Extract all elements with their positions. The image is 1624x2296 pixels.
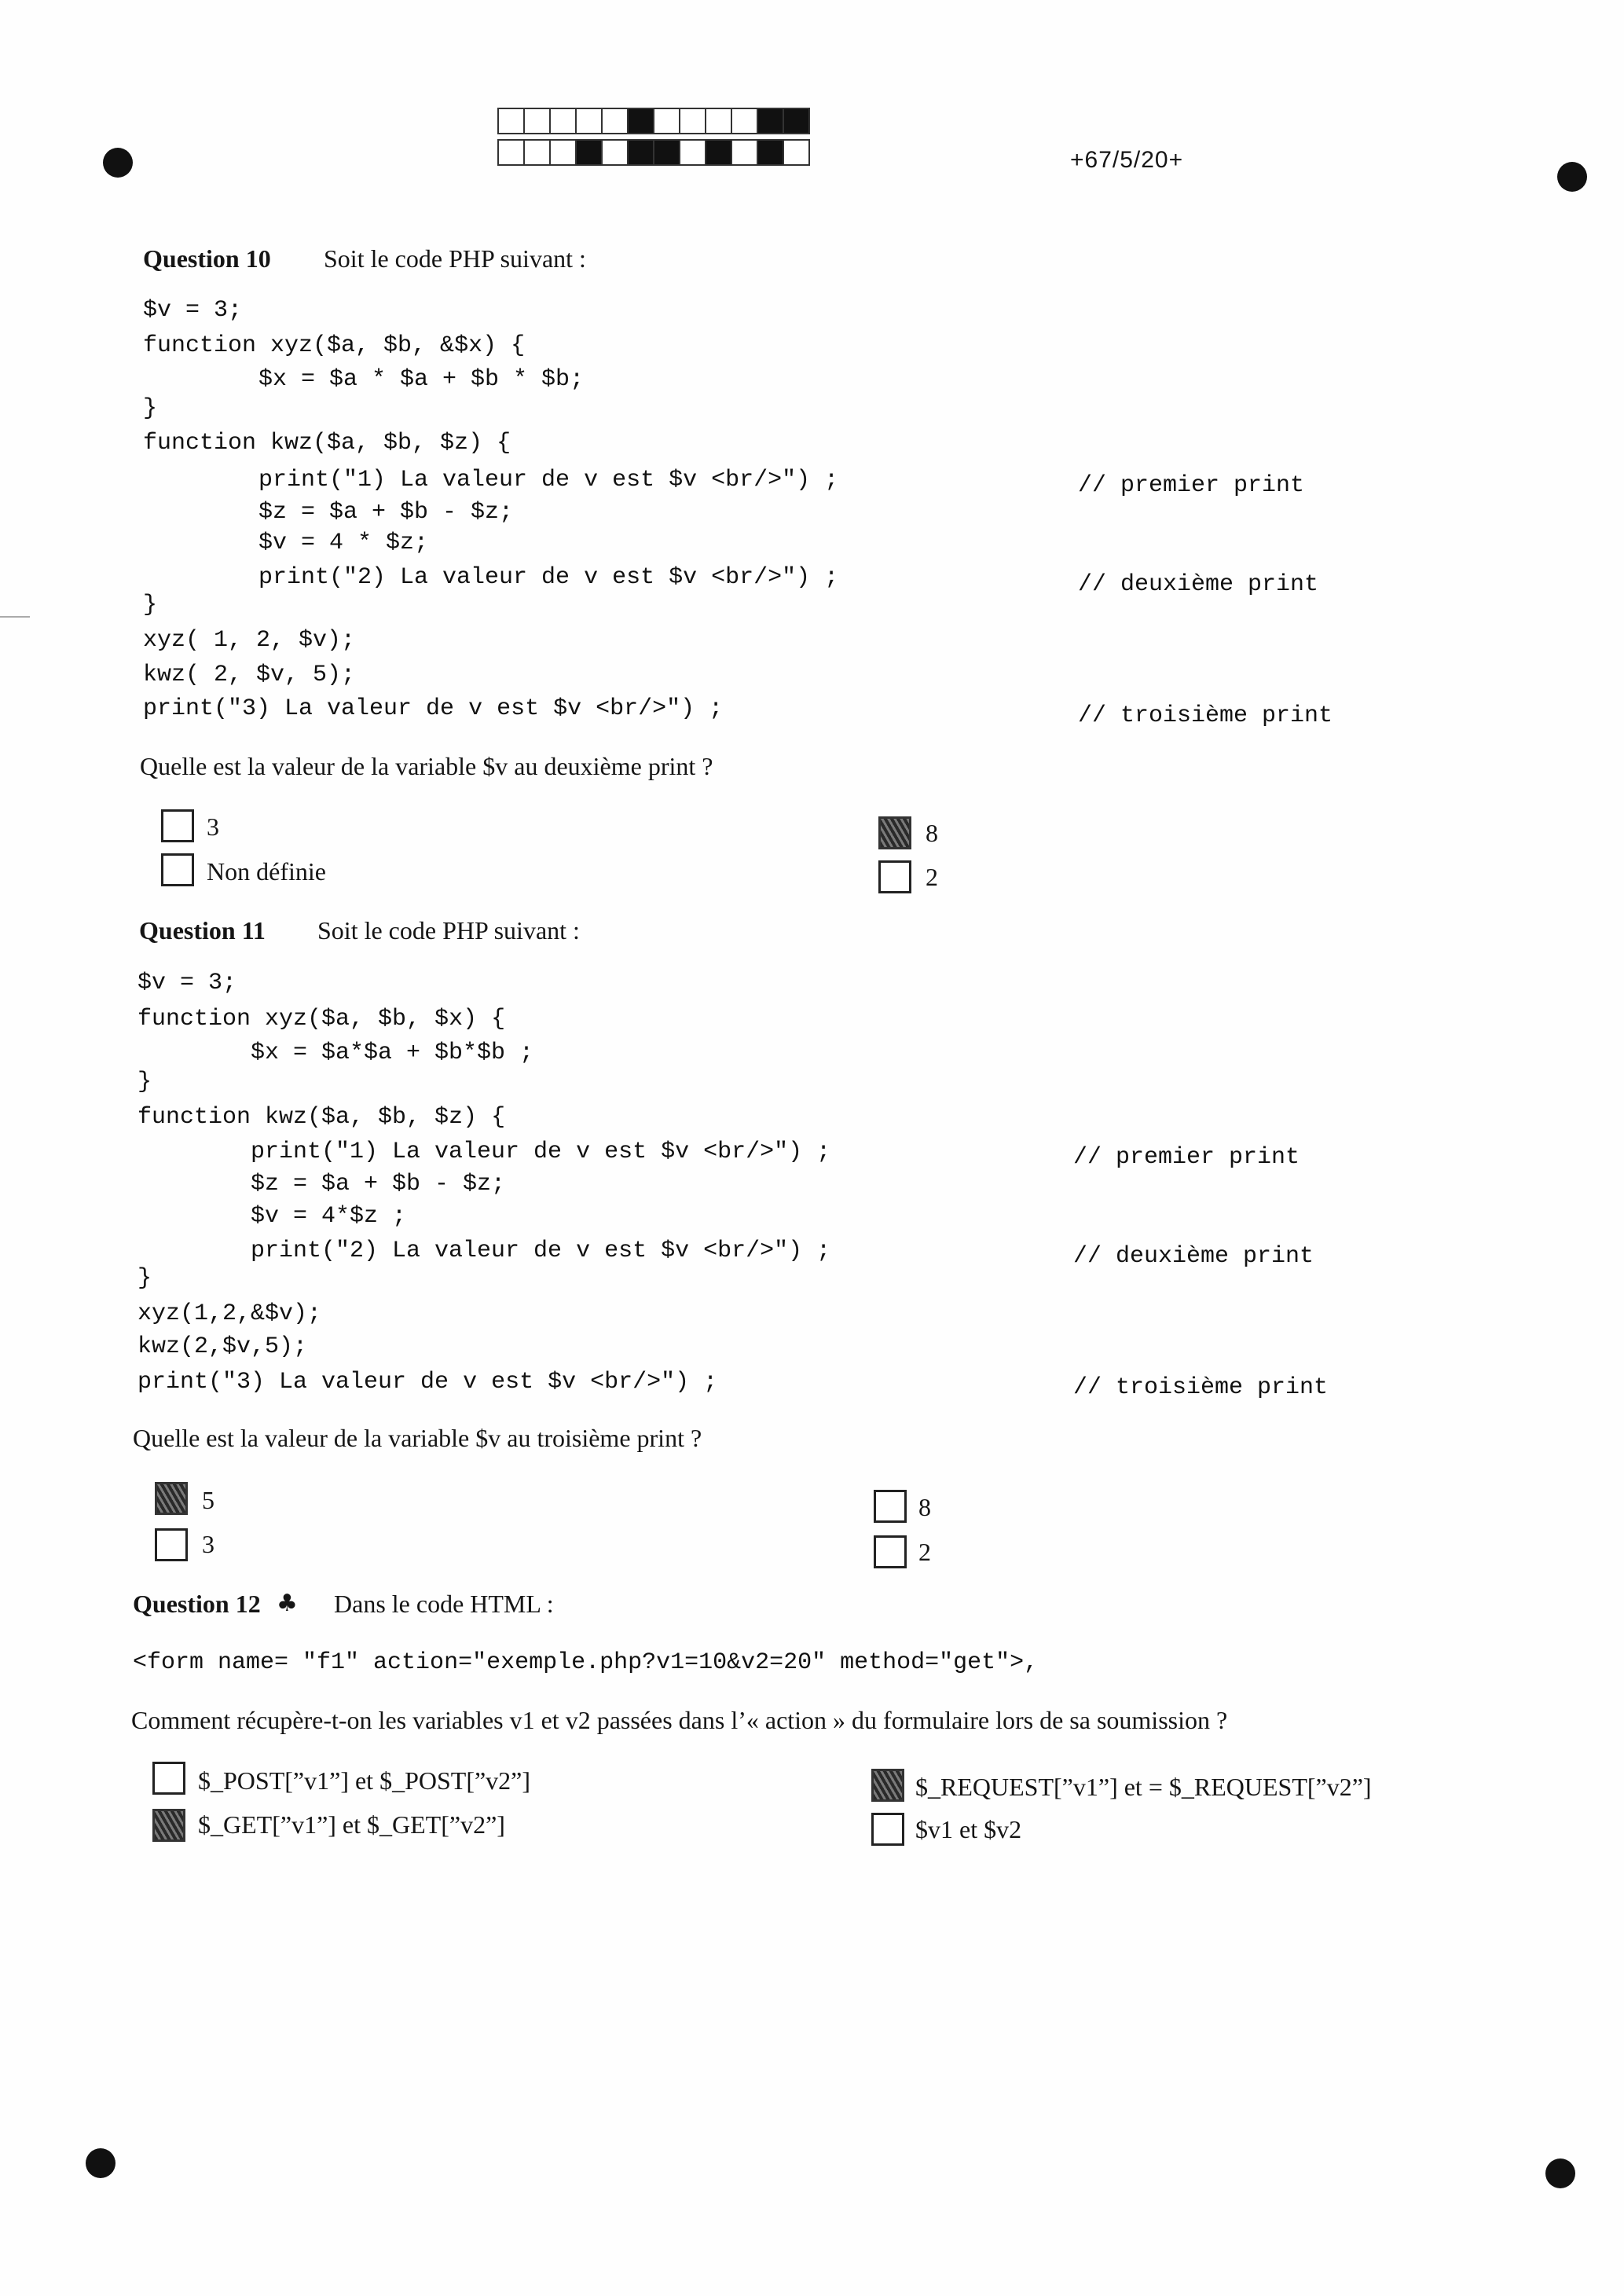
code-line: } <box>143 395 158 422</box>
code-line: function xyz($a, $b, &$x) { <box>143 332 526 359</box>
code-line: function xyz($a, $b, $x) { <box>137 1006 506 1032</box>
answer-label: $_REQUEST[”v1”] et = $_REQUEST[”v2”] <box>915 1773 1372 1801</box>
barcode-cell <box>627 139 654 166</box>
code-line: $v = 4*$z ; <box>251 1203 407 1230</box>
code-line: kwz( 2, $v, 5); <box>143 662 356 688</box>
code-line: print("1) La valeur de v est $v <br/>") ; <box>251 1139 831 1165</box>
answer-checkbox <box>874 1535 907 1568</box>
barcode-cell <box>575 139 603 166</box>
code-line: print("3) La valeur de v est $v <br/>") ; <box>143 695 724 722</box>
code-line: print("1) La valeur de v est $v <br/>") ; <box>258 467 839 493</box>
barcode-cell <box>497 108 525 134</box>
barcode-cell <box>731 108 758 134</box>
code-line: $z = $a + $b - $z; <box>251 1171 506 1198</box>
barcode-cell <box>783 108 810 134</box>
barcode-cell <box>705 139 732 166</box>
question-intro: Soit le code PHP suivant : <box>317 916 580 944</box>
club-icon: ♣ <box>277 1590 298 1617</box>
barcode-cell <box>783 139 810 166</box>
code-line: } <box>137 1265 152 1292</box>
code-comment: // troisième print <box>1073 1374 1329 1401</box>
code-line: kwz(2,$v,5); <box>137 1333 308 1360</box>
barcode-cell <box>549 108 577 134</box>
code-comment: // premier print <box>1078 472 1305 499</box>
question-prompt: Comment récupère-t-on les variables v1 et v2 passées dans l’« action » du formulaire lors de sa soumission ? <box>131 1706 1228 1734</box>
question-intro: Dans le code HTML : <box>334 1590 554 1618</box>
barcode-cell <box>627 108 654 134</box>
code-line: print("2) La valeur de v est $v <br/>") ; <box>258 564 839 591</box>
answer-checkbox <box>161 809 194 842</box>
answer-checkbox <box>155 1482 188 1515</box>
answer-checkbox <box>871 1813 904 1846</box>
corner-mark-bottom-left <box>86 2148 115 2178</box>
barcode-cell <box>653 108 680 134</box>
code-line: $z = $a + $b - $z; <box>258 499 514 526</box>
barcode-cell <box>757 139 784 166</box>
question-label: Question 10 <box>143 244 271 273</box>
answer-label: 3 <box>202 1530 214 1558</box>
barcode-cell <box>757 108 784 134</box>
code-line: $x = $a * $a + $b * $b; <box>258 366 585 393</box>
code-comment: // troisième print <box>1078 702 1333 729</box>
code-line: <form name= "f1" action="exemple.php?v1=10&v2=20" method="get">, <box>133 1649 1039 1676</box>
barcode-cell <box>497 139 525 166</box>
answer-checkbox <box>152 1809 185 1842</box>
question-label: Question 12 <box>133 1590 261 1618</box>
answer-checkbox <box>878 816 911 849</box>
code-comment: // premier print <box>1073 1144 1300 1171</box>
answer-label: 2 <box>926 863 938 891</box>
code-line: } <box>143 592 158 618</box>
code-line: function kwz($a, $b, $z) { <box>143 430 511 457</box>
answer-label: 8 <box>918 1493 931 1521</box>
barcode-cell <box>549 139 577 166</box>
code-line: $x = $a*$a + $b*$b ; <box>251 1040 534 1066</box>
code-comment: // deuxième print <box>1073 1243 1314 1270</box>
answer-checkbox <box>155 1528 188 1561</box>
question-intro: Soit le code PHP suivant : <box>324 244 586 273</box>
code-line: } <box>137 1069 152 1095</box>
answer-checkbox <box>161 853 194 886</box>
answer-label: 3 <box>207 812 219 841</box>
answer-label: $_POST[”v1”] et $_POST[”v2”] <box>198 1766 531 1795</box>
answer-checkbox <box>878 860 911 893</box>
question-prompt: Quelle est la valeur de la variable $v au troisième print ? <box>133 1424 702 1452</box>
barcode-row-1 <box>497 108 808 134</box>
barcode-row-2 <box>497 139 808 166</box>
barcode-cell <box>705 108 732 134</box>
barcode-cell <box>601 108 629 134</box>
code-line: print("2) La valeur de v est $v <br/>") ; <box>251 1238 831 1264</box>
code-line: $v = 3; <box>137 970 237 996</box>
code-line: function kwz($a, $b, $z) { <box>137 1104 506 1131</box>
answer-label: 2 <box>918 1538 931 1566</box>
code-comment: // deuxième print <box>1078 571 1319 598</box>
margin-tick <box>0 616 30 618</box>
answer-label: $v1 et $v2 <box>915 1815 1022 1843</box>
barcode-cell <box>679 139 706 166</box>
barcode-cell <box>731 139 758 166</box>
corner-mark-bottom-right <box>1545 2158 1575 2188</box>
barcode-cell <box>653 139 680 166</box>
barcode-cell <box>601 139 629 166</box>
question-prompt: Quelle est la valeur de la variable $v au deuxième print ? <box>140 752 713 780</box>
answer-checkbox <box>871 1769 904 1802</box>
corner-mark-top-right <box>1557 162 1587 192</box>
barcode-cell <box>575 108 603 134</box>
code-line: xyz(1,2,&$v); <box>137 1300 322 1327</box>
answer-checkbox <box>874 1490 907 1523</box>
corner-mark-top-left <box>103 148 133 178</box>
answer-label: 8 <box>926 819 938 847</box>
sheet-id: +67/5/20+ <box>1070 147 1184 173</box>
question-label: Question 11 <box>139 916 266 944</box>
code-line: print("3) La valeur de v est $v <br/>") ; <box>137 1369 718 1396</box>
barcode-cell <box>523 108 551 134</box>
answer-label: 5 <box>202 1486 214 1514</box>
answer-checkbox <box>152 1762 185 1795</box>
barcode-cell <box>679 108 706 134</box>
code-line: $v = 3; <box>143 297 243 324</box>
answer-label: $_GET[”v1”] et $_GET[”v2”] <box>198 1810 505 1839</box>
barcode-cell <box>523 139 551 166</box>
code-line: xyz( 1, 2, $v); <box>143 627 356 654</box>
code-line: $v = 4 * $z; <box>258 530 429 556</box>
answer-label: Non définie <box>207 857 326 886</box>
